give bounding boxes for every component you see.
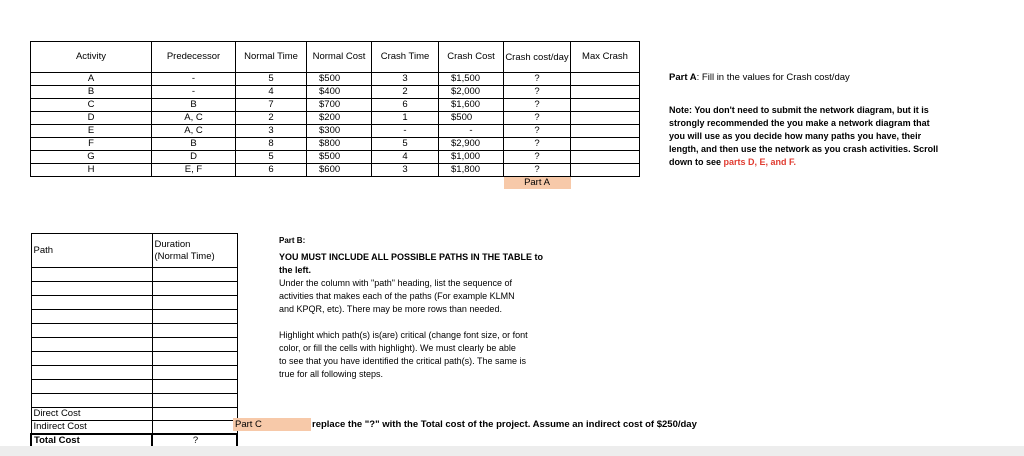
path-cell[interactable] — [31, 310, 152, 324]
path-header-row — [31, 234, 237, 268]
activity-row — [31, 112, 640, 125]
path-cell[interactable] — [31, 380, 152, 394]
cell-crash-cost[interactable]: $500 — [439, 112, 504, 125]
header-normal-cost[interactable]: Normal Cost — [307, 42, 372, 73]
path-row — [31, 268, 237, 282]
path-row — [31, 296, 237, 310]
path-cell[interactable] — [31, 324, 152, 338]
cell-crash-cost-per-day[interactable]: ? — [504, 86, 571, 99]
note-block — [669, 104, 938, 169]
cell-normal-cost[interactable]: $500 — [307, 151, 372, 164]
cell-activity[interactable]: A — [31, 73, 152, 86]
cell-predecessor[interactable]: - — [152, 73, 236, 86]
duration-cell[interactable] — [152, 282, 237, 296]
spacer-cell — [31, 177, 152, 190]
cell-normal-cost[interactable]: $300 — [307, 125, 372, 138]
cell-crash-cost-per-day[interactable]: ? — [504, 125, 571, 138]
header-crash-cost-per-day[interactable]: Crash cost/day — [504, 42, 571, 73]
cell-crash-cost[interactable]: $1,500 — [439, 73, 504, 86]
activity-row — [31, 151, 640, 164]
duration-cell[interactable] — [152, 352, 237, 366]
cell-crash-cost[interactable]: $1,000 — [439, 151, 504, 164]
header-max-crash[interactable]: Max Crash — [571, 42, 640, 73]
path-row — [31, 338, 237, 352]
cell-normal-cost[interactable]: $200 — [307, 112, 372, 125]
cell-crash-time[interactable]: 3 — [372, 73, 439, 86]
cell-crash-cost[interactable]: $2,000 — [439, 86, 504, 99]
note-line5-prefix: down to see — [669, 157, 724, 167]
cell-predecessor[interactable]: E, F — [152, 164, 236, 177]
path-row — [31, 352, 237, 366]
cell-normal-cost[interactable]: $600 — [307, 164, 372, 177]
cell-crash-cost[interactable]: $2,900 — [439, 138, 504, 151]
header-predecessor[interactable]: Predecessor — [152, 42, 236, 73]
part-a-label: Part A — [504, 177, 571, 190]
path-cell[interactable] — [31, 338, 152, 352]
cell-crash-time[interactable]: 2 — [372, 86, 439, 99]
cell-normal-time[interactable]: 5 — [236, 73, 307, 86]
activity-row — [31, 86, 640, 99]
cell-activity[interactable]: H — [31, 164, 152, 177]
cell-crash-time[interactable]: 3 — [372, 164, 439, 177]
indirect-cost-value[interactable] — [152, 421, 237, 435]
duration-cell[interactable] — [152, 296, 237, 310]
cell-predecessor[interactable]: D — [152, 151, 236, 164]
indirect-cost-row — [31, 421, 237, 435]
cell-activity[interactable]: G — [31, 151, 152, 164]
direct-cost-row — [31, 408, 237, 421]
part-b-title: Part B: — [279, 236, 306, 245]
path-cell[interactable] — [31, 394, 152, 408]
activity-row — [31, 99, 640, 112]
cell-activity[interactable]: F — [31, 138, 152, 151]
duration-cell[interactable] — [152, 366, 237, 380]
path-cell[interactable] — [31, 296, 152, 310]
duration-cell[interactable] — [152, 394, 237, 408]
cell-activity[interactable]: C — [31, 99, 152, 112]
header-crash-cost[interactable]: Crash Cost — [439, 42, 504, 73]
path-row — [31, 380, 237, 394]
part-b-line: and KPQR, etc). There may be more rows than needed. — [279, 304, 502, 314]
cell-normal-cost[interactable]: $400 — [307, 86, 372, 99]
cell-normal-cost[interactable]: $500 — [307, 73, 372, 86]
part-c-instruction: replace the "?" with the Total cost of the project. Assume an indirect cost of $250/day — [312, 419, 697, 430]
direct-cost-label: Direct Cost — [31, 408, 152, 421]
cell-activity[interactable]: D — [31, 112, 152, 125]
cell-normal-time[interactable]: 4 — [236, 86, 307, 99]
part-b-block — [279, 236, 589, 381]
part-b-line: Under the column with "path" heading, list the sequence of — [279, 278, 513, 288]
spacer-cell — [152, 177, 236, 190]
part-b-line: activities that makes each of the paths (For example KLMN — [279, 291, 515, 301]
part-a-row — [31, 177, 640, 190]
note-line: strongly recommended the you make a network diagram that — [669, 118, 930, 128]
part-b-line: true for all following steps. — [279, 369, 384, 379]
duration-cell[interactable] — [152, 268, 237, 282]
cell-crash-time[interactable]: 4 — [372, 151, 439, 164]
part-b-line: Highlight which path(s) is(are) critical (change font size, or font — [279, 330, 528, 340]
activity-header-row — [31, 42, 640, 73]
header-path[interactable]: Path — [31, 234, 152, 268]
path-cell[interactable] — [31, 282, 152, 296]
cell-activity[interactable]: E — [31, 125, 152, 138]
cell-normal-time[interactable]: 5 — [236, 151, 307, 164]
total-cost-label: Total Cost — [31, 434, 152, 448]
cell-max-crash[interactable] — [571, 99, 640, 112]
cell-normal-cost[interactable]: $700 — [307, 99, 372, 112]
spacer-cell — [439, 177, 504, 190]
cell-crash-cost[interactable]: - — [439, 125, 504, 138]
parts-def-link[interactable]: parts D, E, and F. — [723, 157, 797, 167]
cell-crash-time[interactable]: 5 — [372, 138, 439, 151]
header-crash-time[interactable]: Crash Time — [372, 42, 439, 73]
cell-predecessor[interactable]: - — [152, 86, 236, 99]
cell-max-crash[interactable] — [571, 151, 640, 164]
duration-cell[interactable] — [152, 310, 237, 324]
cell-crash-cost-per-day[interactable]: ? — [504, 112, 571, 125]
cell-crash-cost-per-day[interactable]: ? — [504, 73, 571, 86]
note-line — [669, 156, 938, 169]
part-a-inline-label: Part A — [669, 72, 697, 83]
header-activity[interactable]: Activity — [31, 42, 152, 73]
path-row — [31, 324, 237, 338]
activity-row — [31, 125, 640, 138]
note-line: you will use as you decide how many paths you have, their — [669, 131, 922, 141]
indirect-cost-label: Indirect Cost — [31, 421, 152, 435]
path-row — [31, 394, 237, 408]
duration-sublabel: (Normal Time) — [154, 250, 215, 262]
duration-cell[interactable] — [152, 338, 237, 352]
part-b-line: the left. — [279, 265, 312, 275]
cell-crash-cost[interactable]: $1,800 — [439, 164, 504, 177]
header-normal-time[interactable]: Normal Time — [236, 42, 307, 73]
cell-normal-time[interactable]: 3 — [236, 125, 307, 138]
cell-normal-time[interactable]: 2 — [236, 112, 307, 125]
part-b-line: color, or fill the cells with highlight). We must clearly be able — [279, 343, 516, 353]
cell-crash-time[interactable]: - — [372, 125, 439, 138]
duration-cell[interactable] — [152, 324, 237, 338]
part-a-instruction — [669, 72, 850, 83]
cell-predecessor[interactable]: A, C — [152, 112, 236, 125]
cell-max-crash[interactable] — [571, 164, 640, 177]
cell-predecessor[interactable]: B — [152, 99, 236, 112]
direct-cost-value[interactable] — [152, 408, 237, 421]
cell-crash-cost-per-day[interactable]: ? — [504, 138, 571, 151]
cell-normal-time[interactable]: 7 — [236, 99, 307, 112]
cell-normal-cost[interactable]: $800 — [307, 138, 372, 151]
duration-cell[interactable] — [152, 380, 237, 394]
path-row — [31, 282, 237, 296]
spacer-cell — [372, 177, 439, 190]
path-table — [30, 233, 238, 449]
path-cell[interactable] — [31, 366, 152, 380]
cell-max-crash[interactable] — [571, 112, 640, 125]
activity-body — [31, 73, 640, 190]
cell-crash-cost-per-day[interactable]: ? — [504, 164, 571, 177]
spacer-cell — [571, 177, 640, 190]
part-c-label: Part C — [233, 418, 311, 431]
cell-crash-cost-per-day[interactable]: ? — [504, 99, 571, 112]
path-row — [31, 310, 237, 324]
total-cost-value[interactable]: ? — [152, 434, 237, 448]
duration-label: Duration — [154, 238, 191, 250]
header-duration[interactable] — [152, 234, 237, 268]
path-row — [31, 366, 237, 380]
activity-row — [31, 164, 640, 177]
cell-crash-cost-per-day[interactable]: ? — [504, 151, 571, 164]
cell-crash-cost[interactable]: $1,600 — [439, 99, 504, 112]
activity-table — [30, 41, 640, 189]
part-a-inline-text: : Fill in the values for Crash cost/day — [696, 72, 850, 83]
part-b-line: to see that you have identified the critical path(s). The same is — [279, 356, 526, 366]
activity-row — [31, 73, 640, 86]
cell-predecessor[interactable]: A, C — [152, 125, 236, 138]
cell-normal-time[interactable]: 6 — [236, 164, 307, 177]
path-cell[interactable] — [31, 352, 152, 366]
cell-activity[interactable]: B — [31, 86, 152, 99]
spacer-cell — [236, 177, 307, 190]
note-line: length, and then use the network as you crash activities. Scroll — [669, 144, 939, 154]
cell-normal-time[interactable]: 8 — [236, 138, 307, 151]
cell-max-crash[interactable] — [571, 73, 640, 86]
activity-row — [31, 138, 640, 151]
cell-crash-time[interactable]: 1 — [372, 112, 439, 125]
bottom-scroll-strip — [0, 446, 1024, 456]
spacer-cell — [307, 177, 372, 190]
cell-max-crash[interactable] — [571, 138, 640, 151]
path-cell[interactable] — [31, 268, 152, 282]
cell-predecessor[interactable]: B — [152, 138, 236, 151]
cell-crash-time[interactable]: 6 — [372, 99, 439, 112]
cell-max-crash[interactable] — [571, 125, 640, 138]
cell-max-crash[interactable] — [571, 86, 640, 99]
part-b-line: YOU MUST INCLUDE ALL POSSIBLE PATHS IN THE TABLE to — [279, 252, 544, 262]
note-line: Note: You don't need to submit the network diagram, but it is — [669, 105, 929, 115]
